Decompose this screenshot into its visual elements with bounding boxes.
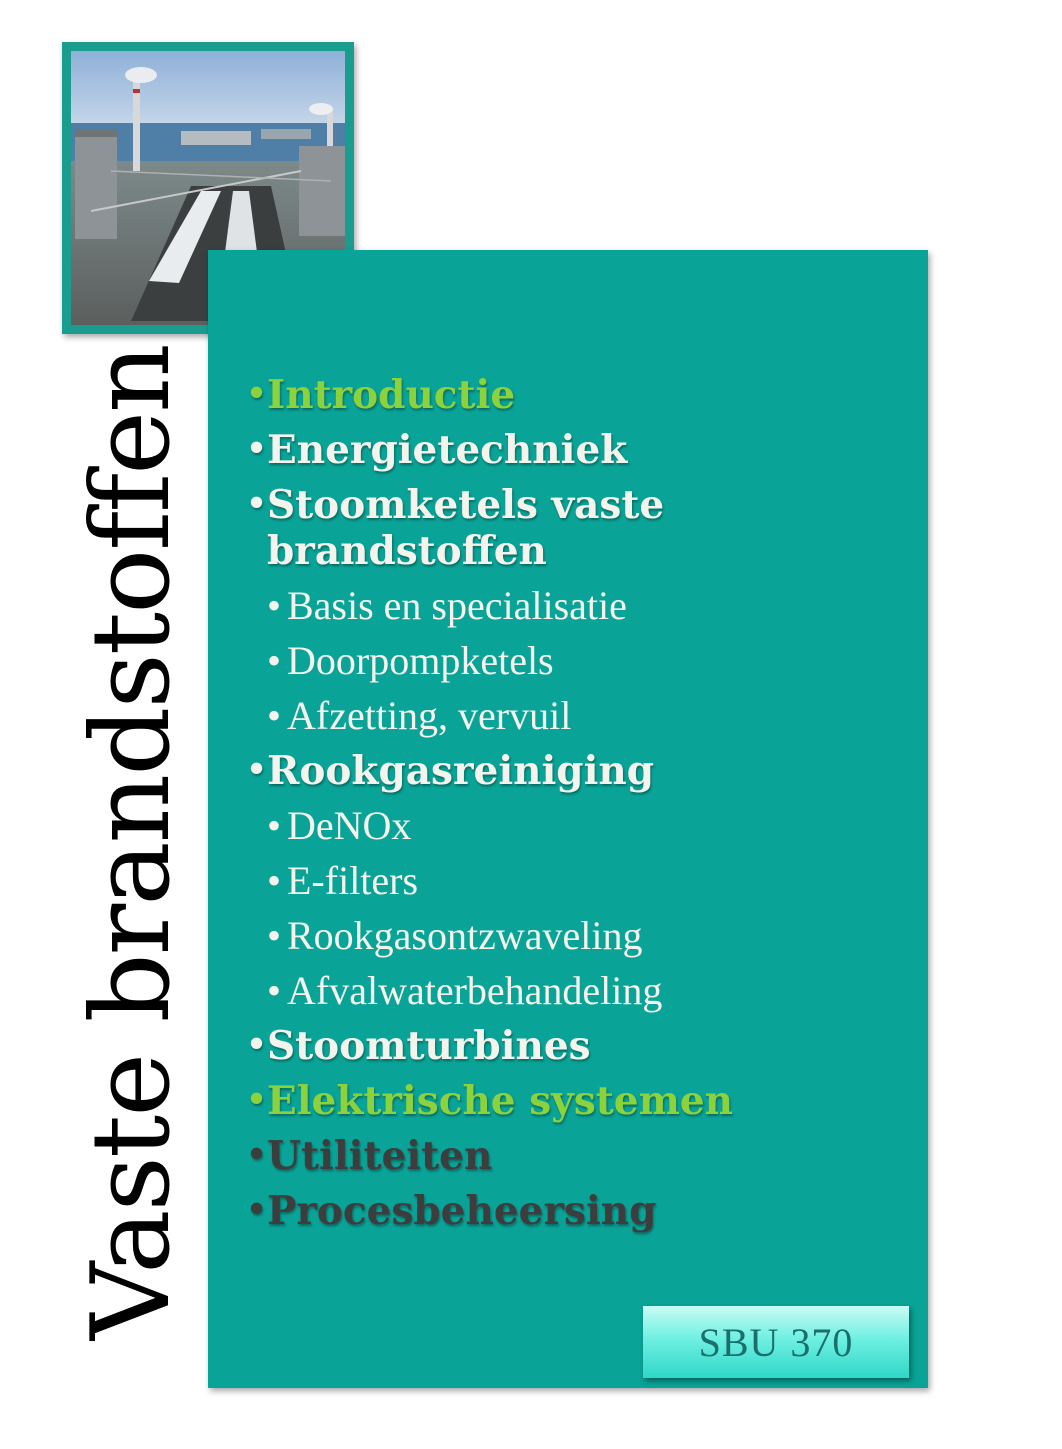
menu-item-label: Introductie [267, 372, 516, 418]
menu-item-label: Energietechniek [267, 427, 628, 473]
menu-item-label: Doorpompketels [287, 638, 554, 683]
bullet-icon: • [245, 482, 269, 527]
menu-item [245, 427, 915, 473]
menu-subitem [245, 693, 915, 739]
menu-item-label: Afvalwaterbehandeling [287, 968, 663, 1013]
menu-item-label: Procesbeheersing [267, 1188, 657, 1234]
menu-subitem [245, 913, 915, 959]
menu-item-label: Rookgasreiniging [267, 748, 655, 794]
course-code: SBU 370 [698, 1319, 854, 1365]
bullet-icon: • [245, 748, 269, 793]
course-code-badge [643, 1306, 909, 1378]
menu-item [245, 1078, 915, 1124]
bullet-icon: • [245, 1023, 269, 1068]
menu-subitem [245, 803, 915, 849]
bullet-icon: • [245, 1188, 269, 1233]
menu-item-label: Rookgasontzwaveling [287, 913, 643, 958]
menu-item [245, 482, 915, 574]
menu-item-label: DeNOx [287, 803, 412, 848]
bullet-icon: • [267, 968, 282, 1013]
bullet-icon: • [267, 638, 282, 683]
menu-subitem [245, 968, 915, 1014]
bullet-icon: • [267, 693, 282, 738]
menu-subitem [245, 583, 915, 629]
menu-item-label: Stoomketels vaste brandstoffen [267, 482, 665, 574]
bullet-icon: • [245, 372, 269, 417]
menu-item-label: Afzetting, vervuil [287, 693, 572, 738]
bullet-icon: • [267, 803, 282, 848]
menu-item-label: Basis en specialisatie [287, 583, 627, 628]
bullet-icon: • [267, 913, 282, 958]
menu-item-label: E-filters [287, 858, 419, 903]
menu-item [245, 1023, 915, 1069]
menu-item [245, 1133, 915, 1179]
bullet-icon: • [245, 1133, 269, 1178]
bullet-icon: • [267, 583, 282, 628]
menu-item-label: Elektrische systemen [267, 1078, 734, 1124]
bullet-icon: • [267, 858, 282, 903]
menu-subitem [245, 858, 915, 904]
menu-item-label: Utiliteiten [267, 1133, 493, 1179]
menu-item [245, 1188, 915, 1234]
topic-menu [245, 372, 915, 1243]
bullet-icon: • [245, 427, 269, 472]
menu-subitem [245, 638, 915, 684]
vertical-title: Vaste brandstoffen [69, 345, 194, 1340]
menu-item-label: Stoomturbines [267, 1023, 591, 1069]
menu-item [245, 372, 915, 418]
menu-item [245, 748, 915, 794]
bullet-icon: • [245, 1078, 269, 1123]
